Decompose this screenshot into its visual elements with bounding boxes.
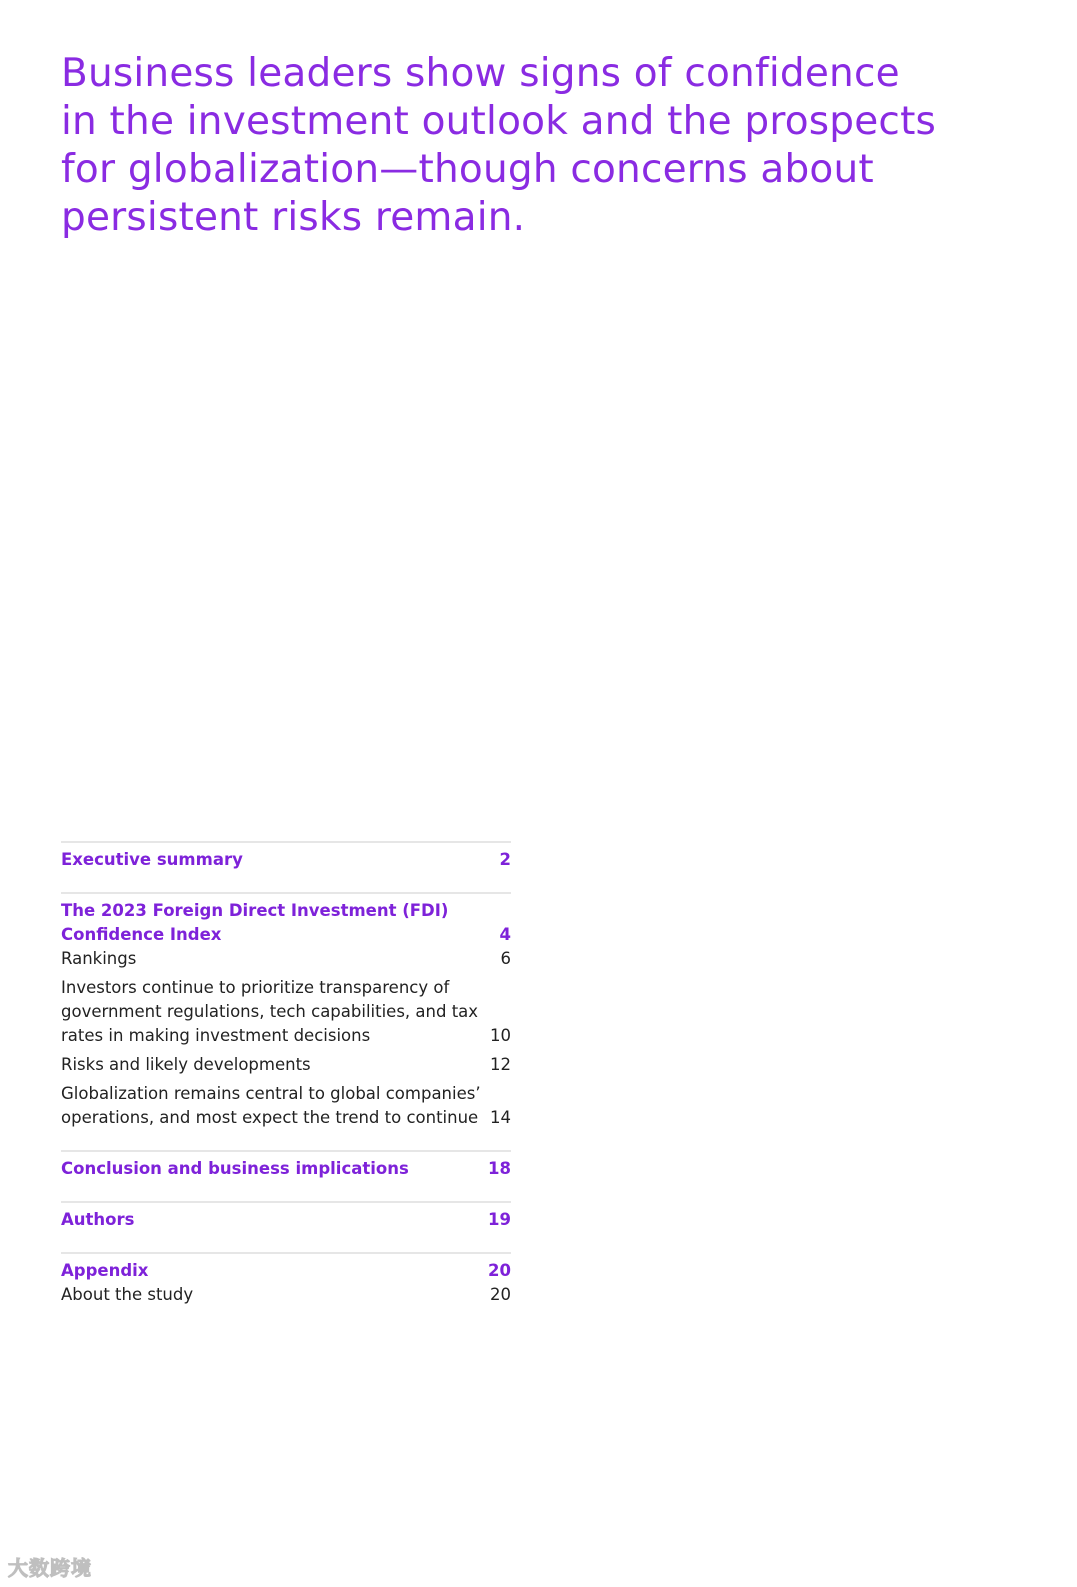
toc-subentry-label: Rankings bbox=[61, 949, 137, 968]
toc-subentry-investor-priorities[interactable] bbox=[61, 976, 511, 1048]
toc-entry-label-line-1: The 2023 Foreign Direct Investment (FDI) bbox=[61, 901, 449, 920]
toc-subentry-page: 14 bbox=[490, 1108, 511, 1127]
headline-line-3: for globalization—though concerns about bbox=[61, 147, 874, 192]
toc-entry-page: 20 bbox=[488, 1261, 511, 1280]
toc-entry-label: Executive summary bbox=[61, 850, 243, 869]
toc-entry-label: Appendix bbox=[61, 1261, 149, 1280]
table-of-contents bbox=[61, 841, 511, 1327]
headline-line-2: in the investment outlook and the prospects bbox=[61, 99, 937, 144]
toc-subentry-label: About the study bbox=[61, 1285, 194, 1304]
toc-entry-label bbox=[61, 899, 500, 947]
toc-subentry-rankings[interactable] bbox=[61, 947, 511, 971]
toc-section-fdi-index bbox=[61, 892, 511, 1150]
page-headline bbox=[61, 50, 937, 242]
toc-entry-executive-summary[interactable] bbox=[61, 848, 511, 872]
toc-section-authors bbox=[61, 1201, 511, 1252]
toc-subentry-label: Globalization remains central to global companies’ operations, and most expect the trend to continue bbox=[61, 1084, 481, 1127]
toc-section-appendix bbox=[61, 1252, 511, 1327]
toc-section-conclusion bbox=[61, 1150, 511, 1201]
headline-line-4: persistent risks remain. bbox=[61, 195, 526, 240]
toc-entry-page: 19 bbox=[488, 1210, 511, 1229]
toc-entry-page: 4 bbox=[499, 925, 511, 944]
toc-subentry-about-the-study[interactable] bbox=[61, 1283, 511, 1307]
toc-entry-label: Authors bbox=[61, 1210, 135, 1229]
toc-subentry-risks[interactable] bbox=[61, 1053, 511, 1077]
toc-subentry-globalization[interactable] bbox=[61, 1082, 511, 1130]
watermark-logo: 大数跨境 bbox=[8, 1556, 92, 1580]
toc-entry-label: Conclusion and business implications bbox=[61, 1159, 409, 1178]
toc-subentry-label: Risks and likely developments bbox=[61, 1055, 311, 1074]
toc-entry-page: 18 bbox=[488, 1159, 511, 1178]
toc-section-executive-summary bbox=[61, 841, 511, 892]
toc-subentry-page: 10 bbox=[490, 1026, 511, 1045]
toc-entry-label-line-2: Confidence Index bbox=[61, 925, 222, 944]
toc-entry-conclusion[interactable] bbox=[61, 1157, 511, 1181]
toc-subentry-label: Investors continue to prioritize transparency of government regulations, tech capabilities, and tax rates in making investment decisions bbox=[61, 978, 479, 1045]
toc-entry-fdi-confidence-index[interactable] bbox=[61, 899, 511, 947]
toc-subentry-page: 6 bbox=[500, 949, 511, 968]
headline-line-1: Business leaders show signs of confidence bbox=[61, 51, 900, 96]
toc-entry-page: 2 bbox=[499, 850, 511, 869]
toc-subentry-page: 12 bbox=[490, 1055, 511, 1074]
toc-entry-authors[interactable] bbox=[61, 1208, 511, 1232]
toc-entry-appendix[interactable] bbox=[61, 1259, 511, 1283]
toc-subentry-page: 20 bbox=[490, 1285, 511, 1304]
